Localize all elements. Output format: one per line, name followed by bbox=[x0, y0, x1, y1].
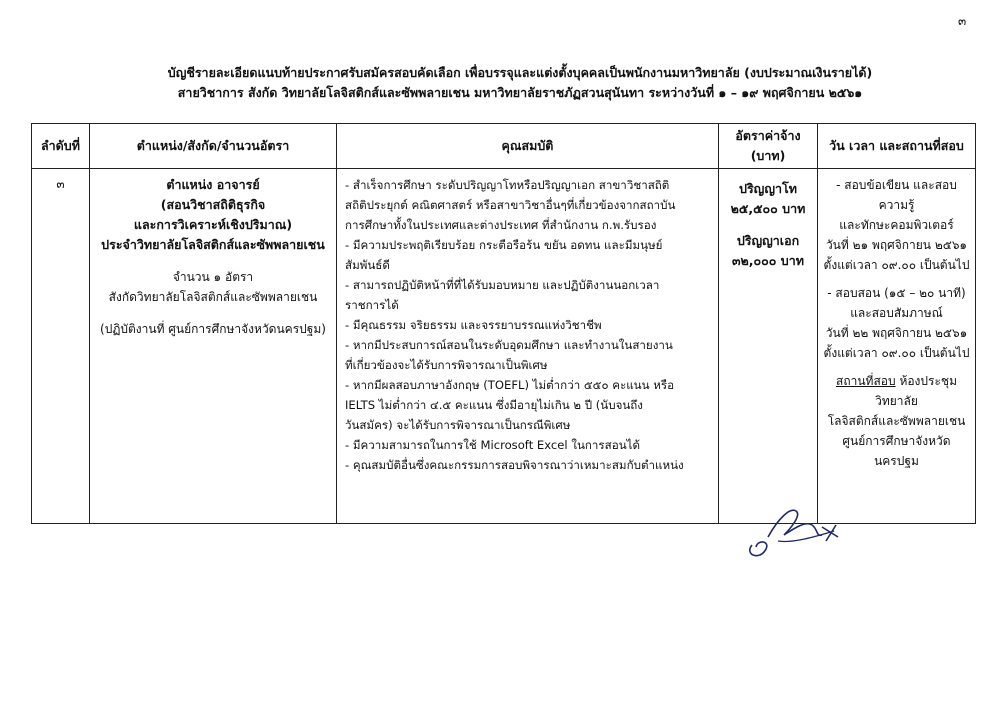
qualification-line: ราชการได้ bbox=[345, 298, 399, 312]
signature-image bbox=[738, 497, 850, 569]
page-number: ๓ bbox=[958, 14, 967, 28]
qualification-line: - มีความประพฤติเรียบร้อย กระตือรือร้น ขยัน อดทน และมีมนุษย์ bbox=[345, 238, 663, 252]
table-header-row bbox=[32, 124, 976, 169]
header-exam: วัน เวลา และสถานที่สอบ bbox=[818, 124, 976, 169]
qualification-line: การศึกษาทั้งในประเทศและต่างประเทศ ที่สำนักงาน ก.พ.รับรอง bbox=[345, 218, 657, 232]
exam-teaching-line: ตั้งแต่เวลา ๐๙.๐๐ เป็นต้นไป bbox=[823, 346, 970, 360]
exam-location-line bbox=[818, 371, 975, 411]
exam-written-line: และทักษะคอมพิวเตอร์ bbox=[839, 218, 954, 232]
qualification-line: - มีคุณธรรม จริยธรรม และจรรยาบรรณแห่งวิชาชีพ bbox=[345, 318, 602, 332]
document-title-line-1: บัญชีรายละเอียดแนบท้ายประกาศรับสมัครสอบคัดเลือก เพื่อบรรจุและแต่งตั้งบุคคลเป็นพนักงานมหาวิทยาลัย (งบประมาณเงินรายได้) bbox=[167, 65, 873, 80]
qualifications-list bbox=[337, 169, 718, 475]
exam-cell bbox=[818, 169, 976, 524]
exam-location-text: ห้องประชุมวิทยาลัย bbox=[875, 374, 957, 408]
position-count: จำนวน ๑ อัตรา bbox=[172, 270, 254, 284]
position-title-line: ประจำวิทยาลัยโลจิสติกส์และซัพพลายเชน bbox=[101, 237, 325, 252]
qualification-line: - มีความสามารถในการใช้ Microsoft Excel ในการสอนได้ bbox=[345, 438, 640, 452]
position-title bbox=[90, 175, 336, 255]
exam-written-line: ตั้งแต่เวลา ๐๙.๐๐ เป็นต้นไป bbox=[823, 258, 970, 272]
exam-teaching-line: วันที่ ๒๒ พฤศจิกายน ๒๕๖๑ bbox=[825, 326, 968, 340]
position-title-line: ตำแหน่ง อาจารย์ bbox=[166, 177, 260, 192]
exam-written bbox=[818, 175, 975, 275]
exam-location-line: ศูนย์การศึกษาจังหวัดนครปฐม bbox=[842, 434, 951, 468]
header-qualifications: คุณสมบัติ bbox=[337, 124, 719, 169]
position-workplace: (ปฏิบัติงานที่ ศูนย์การศึกษาจังหวัดนครปฐม) bbox=[100, 322, 326, 336]
exam-written-line: วันที่ ๒๑ พฤศจิกายน ๒๕๖๑ bbox=[825, 238, 968, 252]
qualification-line: - หากมีผลสอบภาษาอังกฤษ (TOEFL) ไม่ต่ำกว่า ๕๕๐ คะแนน หรือ bbox=[345, 378, 675, 392]
details-table bbox=[31, 123, 976, 524]
qualification-line: - สำเร็จการศึกษา ระดับปริญญาโทหรือปริญญาเอก สาขาวิชาสถิติ bbox=[345, 178, 670, 192]
position-cell bbox=[90, 169, 337, 524]
qualification-line: วันสมัคร) จะได้รับการพิจารณาเป็นกรณีพิเศษ bbox=[345, 418, 571, 432]
pay-masters-label: ปริญญาโท bbox=[739, 181, 797, 196]
position-affiliation: สังกัดวิทยาลัยโลจิสติกส์และซัพพลายเชน bbox=[108, 290, 318, 304]
header-order: ลำดับที่ bbox=[32, 124, 90, 169]
row-order: ๓ bbox=[32, 169, 90, 524]
table-row bbox=[32, 169, 976, 524]
qualification-line: สัมพันธ์ดี bbox=[345, 258, 390, 272]
qualification-line: IELTS ไม่ต่ำกว่า ๔.๕ คะแนน ซึ่งมีอายุไม่เกิน ๒ ปี (นับจนถึง bbox=[345, 398, 643, 412]
qualification-line: - คุณสมบัติอื่นซึ่งคณะกรรมการสอบพิจารณาว่าเหมาะสมกับตำแหน่ง bbox=[345, 458, 684, 472]
exam-teaching-line: และสอบสัมภาษณ์ bbox=[850, 306, 943, 320]
exam-location-label: สถานที่สอบ bbox=[836, 374, 896, 388]
pay-masters-value: ๒๕,๕๐๐ บาท bbox=[730, 201, 806, 216]
exam-teaching bbox=[818, 283, 975, 363]
header-pay: อัตราค่าจ้าง (บาท) bbox=[719, 124, 818, 169]
pay-cell bbox=[719, 169, 818, 524]
qualification-line: สถิติประยุกต์ คณิตศาสตร์ หรือสาขาวิชาอื่นๆที่เกี่ยวข้องจากสถาบัน bbox=[345, 198, 676, 212]
document-title-line-2: สายวิชาการ สังกัด วิทยาลัยโลจิสติกส์และซัพพลายเชน มหาวิทยาลัยราชภัฏสวนสุนันทา ระหว่างวันที่ ๑ – ๑๙ พฤศจิกายน ๒๕๖๑ bbox=[177, 85, 863, 100]
qualification-line: - สามารถปฏิบัติหน้าที่ที่ได้รับมอบหมาย และปฏิบัติงานนอกเวลา bbox=[345, 278, 660, 292]
exam-written-line: - สอบข้อเขียน และสอบความรู้ bbox=[836, 178, 957, 212]
exam-location-line: โลจิสติกส์และซัพพลายเชน bbox=[827, 414, 966, 428]
qualifications-cell bbox=[337, 169, 719, 524]
pay-doctorate-label: ปริญญาเอก bbox=[736, 233, 800, 248]
position-title-line: (สอนวิชาสถิติธุรกิจ bbox=[160, 197, 266, 212]
exam-teaching-line: - สอบสอน (๑๕ – ๒๐ นาที) bbox=[827, 286, 966, 300]
position-title-line: และการวิเคราะห์เชิงปริมาณ) bbox=[133, 217, 293, 232]
qualification-line: - หากมีประสบการณ์สอนในระดับอุดมศึกษา และทำงานในสายงาน bbox=[345, 338, 673, 352]
exam-location bbox=[818, 371, 975, 471]
header-position: ตำแหน่ง/สังกัด/จำนวนอัตรา bbox=[90, 124, 337, 169]
pay-doctorate-value: ๓๒,๐๐๐ บาท bbox=[732, 253, 804, 268]
qualification-line: ที่เกี่ยวข้องจะได้รับการพิจารณาเป็นพิเศษ bbox=[345, 358, 548, 372]
